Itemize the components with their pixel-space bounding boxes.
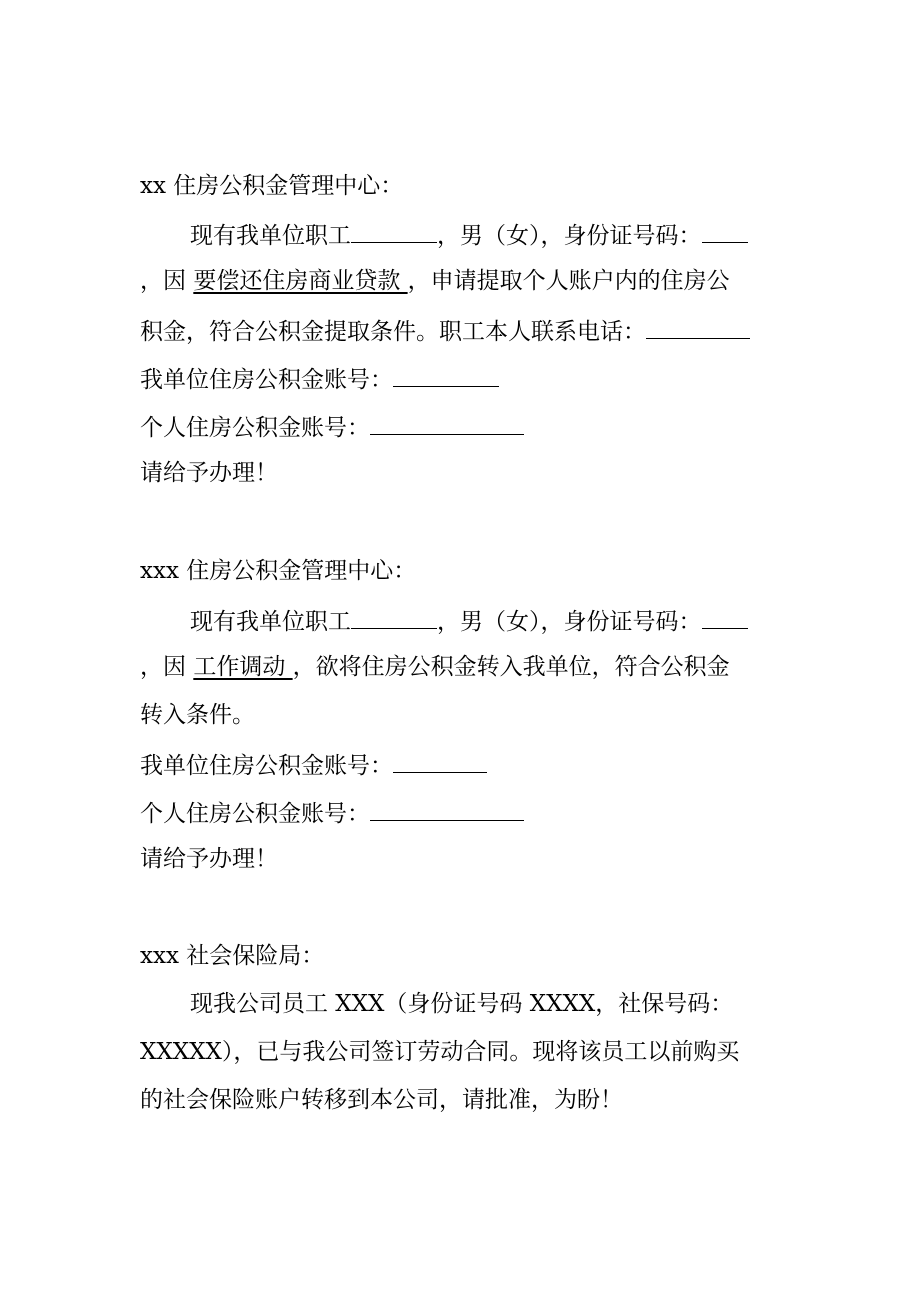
letter3-line3 [140, 1085, 785, 1115]
text-segment: 我单位住房公积金账号： [140, 753, 393, 779]
text-segment: 的社会保险账户转移到本公司，请批准，为盼！ [140, 1087, 623, 1113]
salutation-text: xxx 住房公积金管理中心： [140, 558, 417, 584]
letter1-line1 [190, 218, 785, 251]
text-segment: ，男（女），身份证号码： [437, 609, 702, 635]
letter2-line1 [190, 604, 785, 637]
text-segment: XXXXX），已与我公司签订劳动合同。现将该员工以前购买 [140, 1039, 740, 1065]
letter1-line3 [140, 314, 785, 347]
letter1-closing [140, 458, 785, 488]
letter1-line2 [140, 266, 785, 296]
salutation-text: xxx 社会保险局： [140, 943, 325, 969]
text-segment: ，申请提取个人账户内的住房公 [407, 268, 730, 294]
text-segment: 我单位住房公积金账号： [140, 367, 393, 393]
letter2-unit-account [140, 748, 785, 781]
text-segment: ，欲将住房公积金转入我单位，符合公积金 [292, 654, 730, 680]
reason-underlined: 工作调动 [193, 654, 293, 680]
text-segment: 转入条件。 [140, 702, 255, 728]
unit-account-blank[interactable] [393, 748, 487, 773]
personal-account-blank[interactable] [370, 410, 524, 435]
text-segment: ，男（女），身份证号码： [437, 223, 702, 249]
letter2-line3 [140, 700, 785, 730]
personal-account-blank[interactable] [370, 796, 524, 821]
letter2-salutation [140, 556, 785, 586]
id-number-blank[interactable] [702, 218, 748, 243]
employee-name-blank[interactable] [351, 218, 437, 243]
letter1-unit-account [140, 362, 785, 395]
letter2-line2 [140, 652, 785, 682]
phone-blank[interactable] [646, 314, 750, 339]
letter3-line2 [140, 1037, 785, 1067]
letter3-salutation [140, 941, 785, 971]
text-segment: 现有我单位职工 [190, 609, 351, 635]
letter2-closing [140, 844, 785, 874]
text-segment: 现我公司员工 XXX（身份证号码 XXXX，社保号码： [190, 991, 734, 1017]
unit-account-blank[interactable] [393, 362, 499, 387]
salutation-text: xx 住房公积金管理中心： [140, 173, 404, 199]
text-segment: 个人住房公积金账号： [140, 801, 370, 827]
closing-text: 请给予办理！ [140, 846, 278, 872]
text-segment: ，因 [140, 268, 194, 294]
letter2-personal-account [140, 796, 785, 829]
letter1-salutation [140, 171, 785, 201]
text-segment: 现有我单位职工 [190, 223, 351, 249]
text-segment: ，因 [140, 654, 194, 680]
employee-name-blank[interactable] [351, 604, 437, 629]
letter3-line1 [190, 989, 785, 1019]
text-segment: 积金，符合公积金提取条件。职工本人联系电话： [140, 319, 646, 345]
reason-underlined: 要偿还住房商业贷款 [193, 268, 408, 294]
letter1-personal-account [140, 410, 785, 443]
id-number-blank[interactable] [702, 604, 748, 629]
closing-text: 请给予办理！ [140, 460, 278, 486]
text-segment: 个人住房公积金账号： [140, 415, 370, 441]
